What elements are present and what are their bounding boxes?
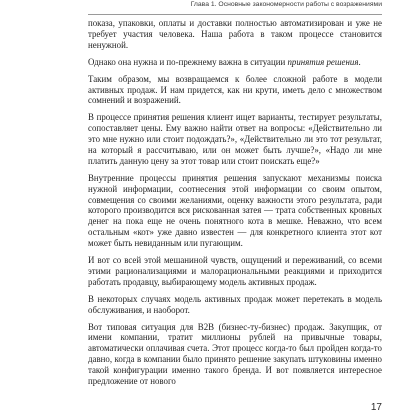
paragraph bbox=[88, 18, 382, 51]
paragraph bbox=[88, 322, 382, 387]
running-head: Глава 1. Основные закономерности работы с возражениями bbox=[88, 0, 382, 15]
text-run: Таким образом, мы возвращаемся к более сложной работе в модели активных продаж. И нам придется, как ни крути, иметь дело с множеством сомнений и возражений. bbox=[88, 73, 382, 106]
paragraph bbox=[88, 173, 382, 249]
text-run: Внутренние процессы принятия решения запускают механизмы поиска нужной информации, соотнесения этой информации со своим опытом, совмещения со своими желаниями, оценку важности этого результата, ради которого производится вся рискованная затея — трата собственных кровных денег на пока еще не очень понятного кота в мешке. Неважно, что всем остальным «кот» уже давно известен — для конкретного клиента этот кот может быть невиданным или пугающим. bbox=[88, 172, 382, 248]
paragraph bbox=[88, 57, 382, 68]
text-run: показа, упаковки, оплаты и доставки полностью автоматизирован и уже не требует участия человека. Наша работа в таком процессе становится ненужной. bbox=[88, 18, 382, 50]
paragraph bbox=[88, 255, 382, 288]
paragraph bbox=[88, 112, 382, 166]
text-run: Вот типовая ситуация для B2B (бизнес-ту-бизнес) продаж. Закупщик, от имени компании, тратит миллионы рублей на привычные товары, автоматически оплачивая счета. Этот процесс когда-то был пройден когда-то давно, когда в компании было принято решение закупать штуковины именно такой конфигурации именно такого бренда. И вот появляется интересное предложение от нового bbox=[88, 321, 382, 386]
paragraph bbox=[88, 74, 382, 107]
text-run: И вот со всей этой мешаниной чувств, ощущений и переживаний, со всеми этими рационализациями и малорациональными реакциями и приходится работать продавцу, выбирающему модель активных продаж. bbox=[88, 254, 382, 287]
text-run: . bbox=[358, 56, 361, 67]
text-run: В процессе принятия решения клиент ищет варианты, тестирует результаты, сопоставляет цены. Ему важно найти ответ на вопросы: «Действительно ли это мне нужно или стоит подождать?», «Действительно ли это тот результат, на который я рассчитываю, или он может быть лучше?», «Надо ли мне платить данную цену за этот товар или стоит поискать еще?» bbox=[88, 112, 382, 166]
body-text bbox=[88, 18, 382, 387]
text-run: Однако она нужна и по-прежнему важна в ситуации bbox=[88, 56, 288, 67]
emphasis-text: принятия решения bbox=[287, 56, 359, 67]
paragraph bbox=[88, 294, 382, 316]
page-number: 17 bbox=[370, 402, 382, 413]
text-run: В некоторых случаях модель активных продаж может перетекать в модель обслуживания, и наоборот. bbox=[88, 293, 382, 315]
